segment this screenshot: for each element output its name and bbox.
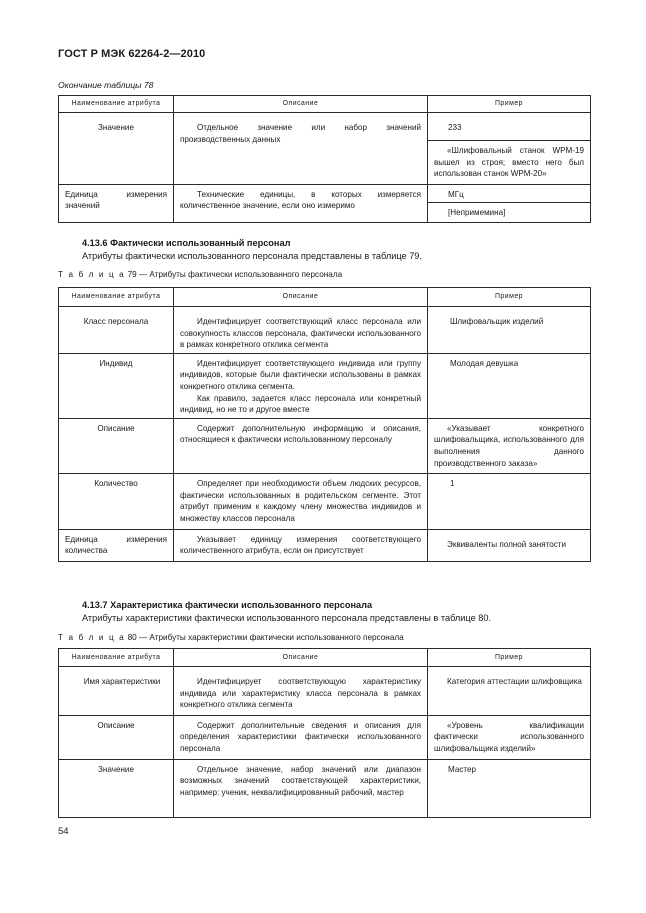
attribute-example: Категория аттестации шлифовщика: [428, 667, 591, 716]
table-78: [58, 95, 591, 223]
table-row: [59, 184, 591, 203]
column-header-example: Пример: [428, 649, 591, 667]
attribute-example: Эквиваленты полной занятости: [428, 529, 591, 561]
attribute-name: Единица измерения значений: [59, 184, 174, 222]
table-title: 80 — Атрибуты характеристики фактически использованного персонала: [127, 633, 404, 642]
table-row: [59, 307, 591, 354]
table-label: Т а б л и ц а: [58, 270, 126, 279]
attribute-example: «Уровень квалификации фактически использованного шлифовальщика изделий»: [428, 715, 591, 759]
table-row: [59, 418, 591, 473]
attribute-example: Молодая девушка: [428, 353, 591, 418]
section-intro-4-13-7: Атрибуты характеристики фактически использованного персонала представлены в таблице 80.: [82, 613, 492, 623]
column-header-example: Пример: [428, 96, 591, 113]
table-title: 79 — Атрибуты фактически использованного персонала: [127, 270, 343, 279]
attribute-name: Имя характеристики: [59, 667, 174, 716]
attribute-example: Мастер: [428, 759, 591, 817]
column-header-name: Наименование атрибута: [59, 96, 174, 113]
attribute-example: «Указывает конкретного шлифовальщика, использованного для выполнения данного производственного заказа»: [428, 418, 591, 473]
table-row: [59, 474, 591, 529]
table-80-caption: [58, 633, 404, 642]
attribute-example: МГц: [428, 184, 591, 203]
attribute-description: Определяет при необходимости объем людских ресурсов, фактически использованных в родительском сегменте. Этот атрибут применим к каждому члену множества индивидов и множеству классов персонала: [174, 474, 428, 529]
table-79-caption: [58, 270, 342, 279]
attribute-description: Содержит дополнительные сведения и описания для определения характеристики фактически использованного персонала: [174, 715, 428, 759]
table-label: Т а б л и ц а: [58, 633, 126, 642]
column-header-description: Описание: [174, 96, 428, 113]
attribute-name: Описание: [59, 715, 174, 759]
table-80: [58, 648, 591, 818]
column-header-name: Наименование атрибута: [59, 649, 174, 667]
attribute-name: Индивид: [59, 353, 174, 418]
section-intro-4-13-6: Атрибуты фактически использованного персонала представлены в таблице 79.: [82, 251, 422, 261]
table-row: [59, 113, 591, 141]
column-header-description: Описание: [174, 649, 428, 667]
attribute-example: Шлифовальщик изделий: [428, 307, 591, 354]
table-79: [58, 287, 591, 562]
attribute-description: Технические единицы, в которых измеряется количественное значение, если оно измеримо: [174, 184, 428, 222]
attribute-example: 1: [428, 474, 591, 529]
attribute-description: Содержит дополнительную информацию и описания, относящиеся к фактически использованному персоналу: [174, 418, 428, 473]
attribute-name: Количество: [59, 474, 174, 529]
table-row: [59, 667, 591, 716]
column-header-name: Наименование атрибута: [59, 288, 174, 307]
section-heading-4-13-6: 4.13.6 Фактически использованный персонал: [82, 238, 291, 248]
table-row: [59, 759, 591, 817]
attribute-example: «Шлифовальный станок WPM-19 вышел из строя; вместо него был использован станок WPM-20»: [428, 141, 591, 185]
table-row: [59, 715, 591, 759]
attribute-description: Идентифицирует соответствующую характеристику индивида или характеристику класса персонала в рамках конкретного отклика сегмента: [174, 667, 428, 716]
attribute-example: 233: [428, 113, 591, 141]
attribute-name: Значение: [59, 113, 174, 185]
attribute-name: Единица измерения количества: [59, 529, 174, 561]
document-id: ГОСТ Р МЭК 62264-2—2010: [58, 48, 206, 60]
column-header-description: Описание: [174, 288, 428, 307]
attribute-example: [Непримемина]: [428, 203, 591, 223]
table-row: [59, 353, 591, 418]
column-header-example: Пример: [428, 288, 591, 307]
attribute-description: Идентифицирует соответствующего индивида или группу индивидов, которые были фактически использованы в рамках конкретного отклика сегмента. Как правило, задается класс персонала или конкретный индивид, но не то и другое вместе: [174, 353, 428, 418]
attribute-name: Значение: [59, 759, 174, 817]
page-number: 54: [58, 826, 69, 837]
attribute-name: Описание: [59, 418, 174, 473]
table-header-row: [59, 649, 591, 667]
attribute-description: Отдельное значение, набор значений или диапазон возможных значений соответствующей характеристики, например: ученик, неквалифицированный рабочий, мастер: [174, 759, 428, 817]
attribute-description: Указывает единицу измерения соответствующего количественного атрибута, если он присутствует: [174, 529, 428, 561]
table-header-row: [59, 96, 591, 113]
attribute-description: Идентифицирует соответствующий класс персонала или совокупность классов персонала, фактически использованного в рамках конкретного отклика сегмента: [174, 307, 428, 354]
table-78-continuation-caption: Окончание таблицы 78: [58, 80, 154, 90]
table-header-row: [59, 288, 591, 307]
attribute-name: Класс персонала: [59, 307, 174, 354]
table-row: [59, 529, 591, 561]
section-heading-4-13-7: 4.13.7 Характеристика фактически использованного персонала: [82, 600, 373, 610]
attribute-description: Отдельное значение или набор значений производственных данных: [174, 113, 428, 185]
